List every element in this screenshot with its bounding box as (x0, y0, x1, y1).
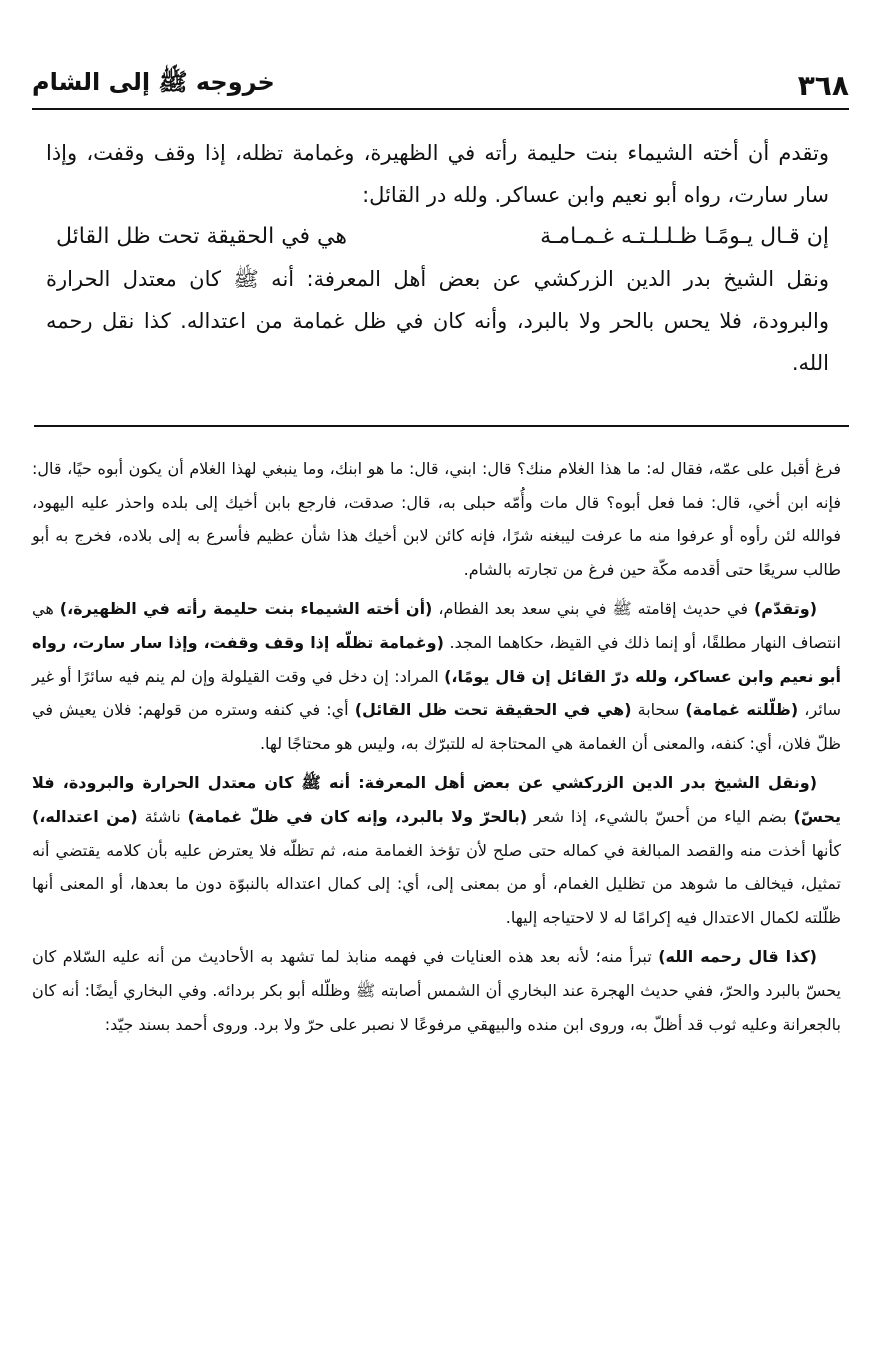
main-paragraph: وتقدم أن أخته الشيماء بنت حليمة رأته في الظهيرة، وغمامة تظله، إذا وقف وقفت، وإذا سار سارت، رواه أبو نعيم وابن عساكر. ولله در القائل: (46, 141, 829, 207)
commentary-text (32, 452, 841, 1047)
verse-second-hemistich: هي في الحقيقة تحت ظل القائل (56, 224, 347, 249)
poetry-verse (46, 216, 829, 258)
commentary-text-run: كأنها أخذت منه والقصد المبالغة في كماله حتى صلح لأن تؤخذ الغمامة منه، ثم تظلّه فلا يعترض عليه بأن كلامه يقتضي أنه تمثيل، فيخالف ما شوهد من تظليل الغمام، أو من بمعنى إلى، أي: إلى كمال اعتداله بالنبوّة دون ما بعدها، أو المعنى أنها ظلّلته لكمال الاعتدال فيه إكرامًا له لا لاحتياجه إليها. (32, 840, 841, 927)
verse-first-hemistich: إن قـال يـومًـا ظـلـلـتـه غـمـامـة (540, 224, 829, 249)
commentary-text-run: هي انتصاف النهار مطلقًا، أو إنما ذلك في القيظ، حكاهما المجد. (32, 599, 841, 652)
quoted-text: (وغمامة تظلّه إذا وقف وقفت، وإذا سار سارت، رواه أبو نعيم وابن عساكر، ولله درّ القائل إن قال يومًا،) (32, 632, 841, 686)
commentary-paragraph (32, 940, 841, 1041)
commentary-text-run: تبرأ منه؛ لأنه بعد هذه العنايات في فهمه منابذ لما تشهد به الأحاديث من أنه عليه السّلام كان يحسّ بالبرد والحرّ، ففي حديث الهجرة عند البخاري أن الشمس أصابته ﷺ وظلّله أبو بكر بردائه. وفي البخاري أيضًا: أنه كان بالجعرانة وعليه ثوب قد أظلّ به، وروى ابن منده والبيهقي مرفوعًا لا نصبر على حرّ ولا برد. وروى أحمد بسند جيّد: (32, 947, 841, 1034)
commentary-text-run: أي: في كنفه وستره من قولهم: فلان يعيش في ظلّ فلان، أي: كنفه، والمعنى أن الغمامة هي المحتاجة له للتبرّك به، وليس هو محتاجًا لها. (32, 700, 841, 753)
quoted-text: (أن أخته الشيماء بنت حليمة رأته في الظهيرة،) (59, 599, 433, 619)
commentary-paragraph (32, 766, 841, 934)
quoted-text: (ونقل الشيخ بدر الدين الزركشي عن بعض أهل المعرفة: أنه ﷺ كان معتدل الحرارة والبرودة، فلا يحسّ) (32, 773, 841, 826)
quoted-text: (من اعتداله،) (32, 806, 138, 826)
section-divider (34, 425, 849, 427)
quoted-text: (ظلّلته غمامة) (685, 700, 799, 720)
commentary-text-run: بضم الياء من أحسّ بالشيء، إذا شعر (527, 806, 794, 826)
page-number: ٣٦٨ (797, 69, 849, 102)
quoted-text: (بالحرّ ولا بالبرد، وإنه كان في ظلّ غمامة) (187, 806, 528, 826)
commentary-text-run: في حديث إقامته ﷺ في بني سعد بعد الفطام، (432, 599, 754, 619)
running-title: خروجه ﷺ إلى الشام (32, 68, 275, 96)
commentary-paragraph (32, 592, 841, 760)
page-header (32, 52, 849, 110)
commentary-text-run: ناشئة (137, 806, 188, 826)
main-paragraph: ونقل الشيخ بدر الدين الزركشي عن بعض أهل المعرفة: أنه ﷺ كان معتدل الحرارة والبرودة، فلا يحس بالحر ولا بالبرد، وأنه كان في ظل غمامة من اعتداله. كذا نقل رحمه الله. (46, 267, 829, 375)
quoted-text: (هي في الحقيقة تحت ظل القائل) (354, 700, 632, 720)
commentary-text-run: المراد: إن دخل في وقت القيلولة وإن لم ينم فيه سائرًا أو غير سائر، (32, 666, 841, 720)
main-text (46, 132, 829, 384)
commentary-text-run: سحابة (631, 700, 686, 720)
quoted-text: (كذا قال رحمه الله) (658, 947, 817, 967)
quoted-text: (وتقدّم) (753, 599, 818, 619)
commentary-paragraph: فرغ أقبل على عمّه، فقال له: ما هذا الغلام منك؟ قال: ابني، قال: ما هو ابنك، وما ينبغي لهذا الغلام أن يكون أبوه حيًا، قال: فإنه ابن أخي، قال: فما فعل أبوه؟ قال مات وأُمّه حبلى به، قال: صدقت، فارجع بابن أخيك إلى بلده واحذر عليه اليهود، فوالله لئن رأوه أو عرفوا منه ما عرفت ليبغنه شرًا، فإنه كائن لابن أخيك هذا شأن عظيم فأسرع به إلى بلاده، فخرج به أبو طالب سريعًا حتى أقدمه مكّة حين فرغ من تجارته بالشام. (32, 459, 841, 579)
